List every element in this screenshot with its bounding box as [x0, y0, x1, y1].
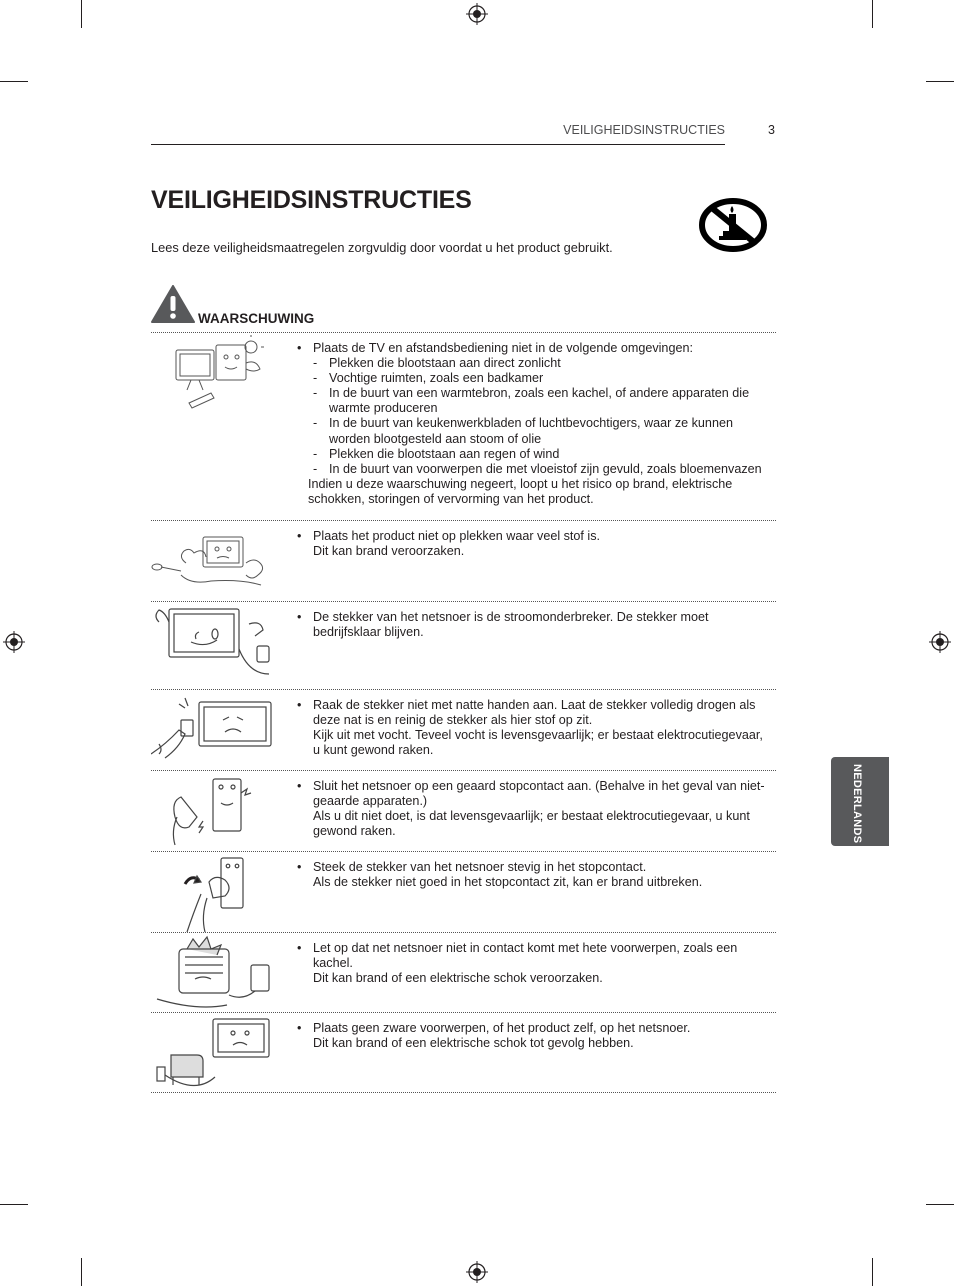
crop-mark: [926, 81, 954, 82]
cord-heater-illustration: [151, 935, 281, 1013]
safety-row: [151, 851, 776, 932]
running-header: [151, 123, 725, 145]
sub-item: - Plekken die blootstaan aan regen of wind: [297, 447, 767, 462]
grounded-outlet-illustration: [151, 773, 281, 849]
warning-note: Indien u deze waarschuwing negeert, loopt u het risico op brand, elektrische schokken, storingen of vervorming van het product.: [308, 476, 733, 506]
row-text: [297, 610, 767, 640]
crop-mark: [872, 1258, 873, 1286]
bullet-text: • Sluit het netsnoer op een geaard stopcontact aan. (Behalve in het geval van niet-geaarde apparaten.): [297, 779, 767, 809]
safety-row: [151, 1012, 776, 1093]
bullet-text: • Raak de stekker niet met natte handen aan. Laat de stekker volledig drogen als deze nat is en reinig de stekker als hier stof op zit.: [297, 698, 767, 728]
no-candle-icon: [699, 197, 767, 253]
bullet-text: • Let op dat net netsnoer niet in contact komt met hete voorwerpen, zoals een kachel.: [297, 941, 767, 971]
sub-item: - Plekken die blootstaan aan direct zonlicht: [297, 356, 767, 371]
continuation-text: Dit kan brand of een elektrische schok veroorzaken.: [313, 971, 603, 986]
language-tab-label: NEDERLANDS: [851, 764, 863, 844]
warning-label: WAARSCHUWING: [198, 311, 315, 326]
crop-mark: [0, 1204, 28, 1205]
wet-hands-plug-illustration: [151, 692, 281, 768]
row-text: [297, 941, 767, 986]
row-text: [297, 529, 767, 559]
continuation-text: Dit kan brand of een elektrische schok tot gevolg hebben.: [313, 1036, 634, 1051]
sub-item: - In de buurt van keukenwerkbladen of luchtbevochtigers, waar ze kunnen worden blootgesteld aan stoom of olie: [297, 416, 767, 446]
tv-sunlight-bathroom-illustration: [151, 335, 281, 415]
plug-firmly-illustration: [151, 854, 281, 934]
tv-dust-illustration: [151, 523, 281, 597]
intro-text: Lees deze veiligheidsmaatregelen zorgvuldig door voordat u het product gebruikt.: [151, 240, 613, 255]
safety-row: [151, 520, 776, 601]
page-number: 3: [768, 123, 775, 137]
safety-row: [151, 332, 776, 520]
registration-mark-icon: [466, 1261, 488, 1283]
bullet-text: • Plaats de TV en afstandsbediening niet in de volgende omgevingen:: [297, 341, 767, 356]
crop-mark: [926, 1204, 954, 1205]
sub-item: - In de buurt van een warmtebron, zoals een kachel, of andere apparaten die warmte produceren: [297, 386, 767, 416]
heavy-object-cord-illustration: [151, 1015, 281, 1095]
running-header-section: VEILIGHEIDSINSTRUCTIES: [563, 123, 725, 137]
row-text: [297, 779, 767, 839]
crop-mark: [81, 1258, 82, 1286]
crop-mark: [872, 0, 873, 28]
registration-mark-icon: [466, 3, 488, 25]
page-title: VEILIGHEIDSINSTRUCTIES: [151, 186, 472, 214]
warning-icon: [151, 285, 195, 323]
safety-row: [151, 770, 776, 851]
safety-row: [151, 932, 776, 1012]
language-tab: [831, 757, 889, 846]
bullet-text: • Plaats geen zware voorwerpen, of het product zelf, op het netsnoer.: [297, 1021, 767, 1036]
crop-mark: [81, 0, 82, 28]
row-text: [297, 860, 767, 890]
safety-row: [151, 601, 776, 689]
continuation-text: Als u dit niet doet, is dat levensgevaarlijk; er bestaat elektrocutiegevaar, u kunt gewond raken.: [313, 809, 750, 839]
row-text: [297, 698, 767, 758]
continuation-text: Als de stekker niet goed in het stopcontact zit, kan er brand uitbreken.: [313, 875, 703, 890]
crop-mark: [0, 81, 28, 82]
continuation-text: Kijk uit met vocht. Teveel vocht is levensgevaarlijk; er bestaat elektrocutiegevaar, u kunt gewond raken.: [313, 728, 763, 758]
bullet-text: • Plaats het product niet op plekken waar veel stof is.: [297, 529, 767, 544]
sub-item: - Vochtige ruimten, zoals een badkamer: [297, 371, 767, 386]
sub-item: - In de buurt van voorwerpen die met vloeistof zijn gevuld, zoals bloemenvazen: [297, 462, 767, 477]
row-text: [297, 1021, 767, 1051]
bullet-text: • De stekker van het netsnoer is de stroomonderbreker. De stekker moet bedrijfsklaar blijven.: [297, 610, 767, 640]
safety-row: [151, 689, 776, 770]
continuation-text: Dit kan brand veroorzaken.: [313, 544, 465, 559]
bullet-text: • Steek de stekker van het netsnoer stevig in het stopcontact.: [297, 860, 767, 875]
row-text: [297, 341, 767, 507]
tv-plug-access-illustration: [151, 604, 281, 686]
registration-mark-icon: [929, 631, 951, 653]
registration-mark-icon: [3, 631, 25, 653]
